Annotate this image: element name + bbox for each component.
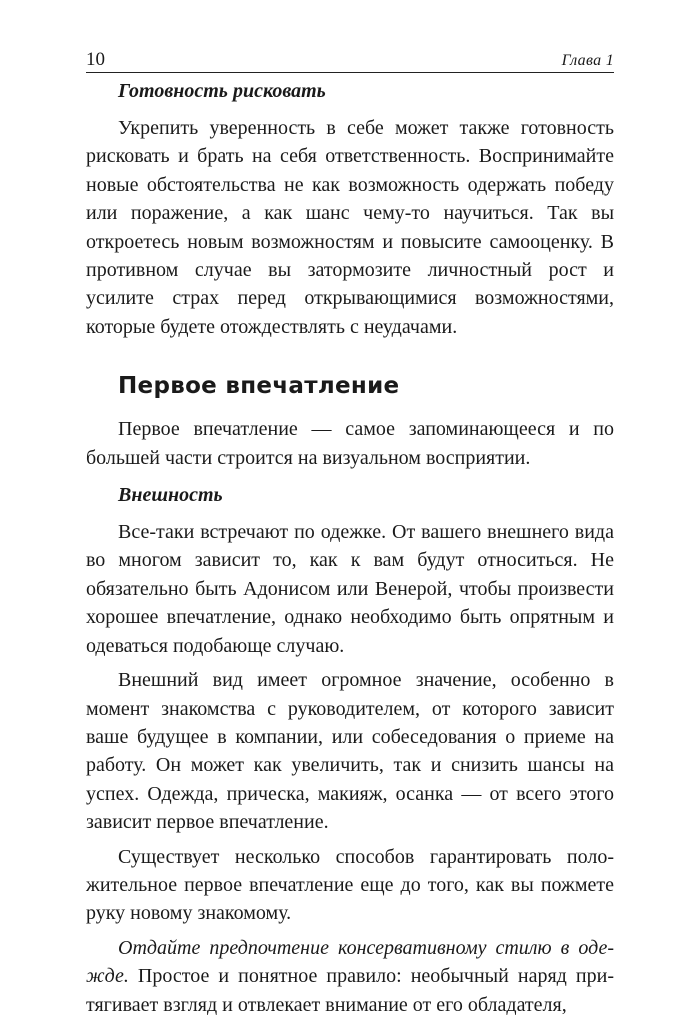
page-number: 10	[86, 49, 105, 70]
tip-italic-lead: Отдайте предпочтение консервативному стилю в одежде.	[86, 936, 614, 988]
paragraph-appearance-tip	[86, 934, 614, 1019]
page-body	[86, 76, 614, 1019]
section-title-first-impression: Первое впечатление	[118, 373, 400, 400]
paragraph-risk: Укрепить уверенность в себе может также готовность рисковать и брать на себя ответственность. Воспринимайте новые обстоятельства не как возможность одержать победу или поражение, а как шанс чему-то научиться. Так вы откроетесь новым возможностям и повысите самооценку. В противном случае вы затормозите личностный рост и усилите страх перед открывающимися возможностями, которые будете отождествлять с неудачами.	[86, 117, 614, 338]
subheading-appearance: Внешность	[118, 484, 223, 507]
subheading-risk: Готовность рисковать	[118, 80, 326, 102]
paragraph-appearance-1: Все-таки встречают по одежке. От вашего внешнего вида во многом зависит то, как к вам будут относиться. Не обязательно быть Адонисом или Венерой, чтобы произвести хорошее впечатление, однако необходимо быть опрятным и одеваться подобающе случаю.	[86, 521, 614, 657]
tip-body-text: Простое и понятное правило: необычный наряд притягивает взгляд и отвлекает внимание от его обладателя,	[86, 965, 614, 1016]
paragraph-appearance-2: Внешний вид имеет огромное значение, особенно в момент знакомства с руководителем, от которого зависит ваше будущее в компании, или собеседования о приеме на работу. Он может как увеличить, так и снизить шансы на успех. Одежда, прическа, макияж, осанка — от всего этого зависит первое впечатление.	[86, 669, 614, 834]
chapter-label: Глава 1	[561, 52, 614, 69]
paragraph-appearance-3: Существует несколько способов гарантировать положительное первое впечатление еще до того, как вы пожмете руку новому знакомому.	[86, 845, 614, 925]
running-header	[86, 46, 614, 73]
paragraph-first-impression-intro: Первое впечатление — самое запоминающееся и по большей части строится на визуальном восприятии.	[86, 418, 614, 469]
